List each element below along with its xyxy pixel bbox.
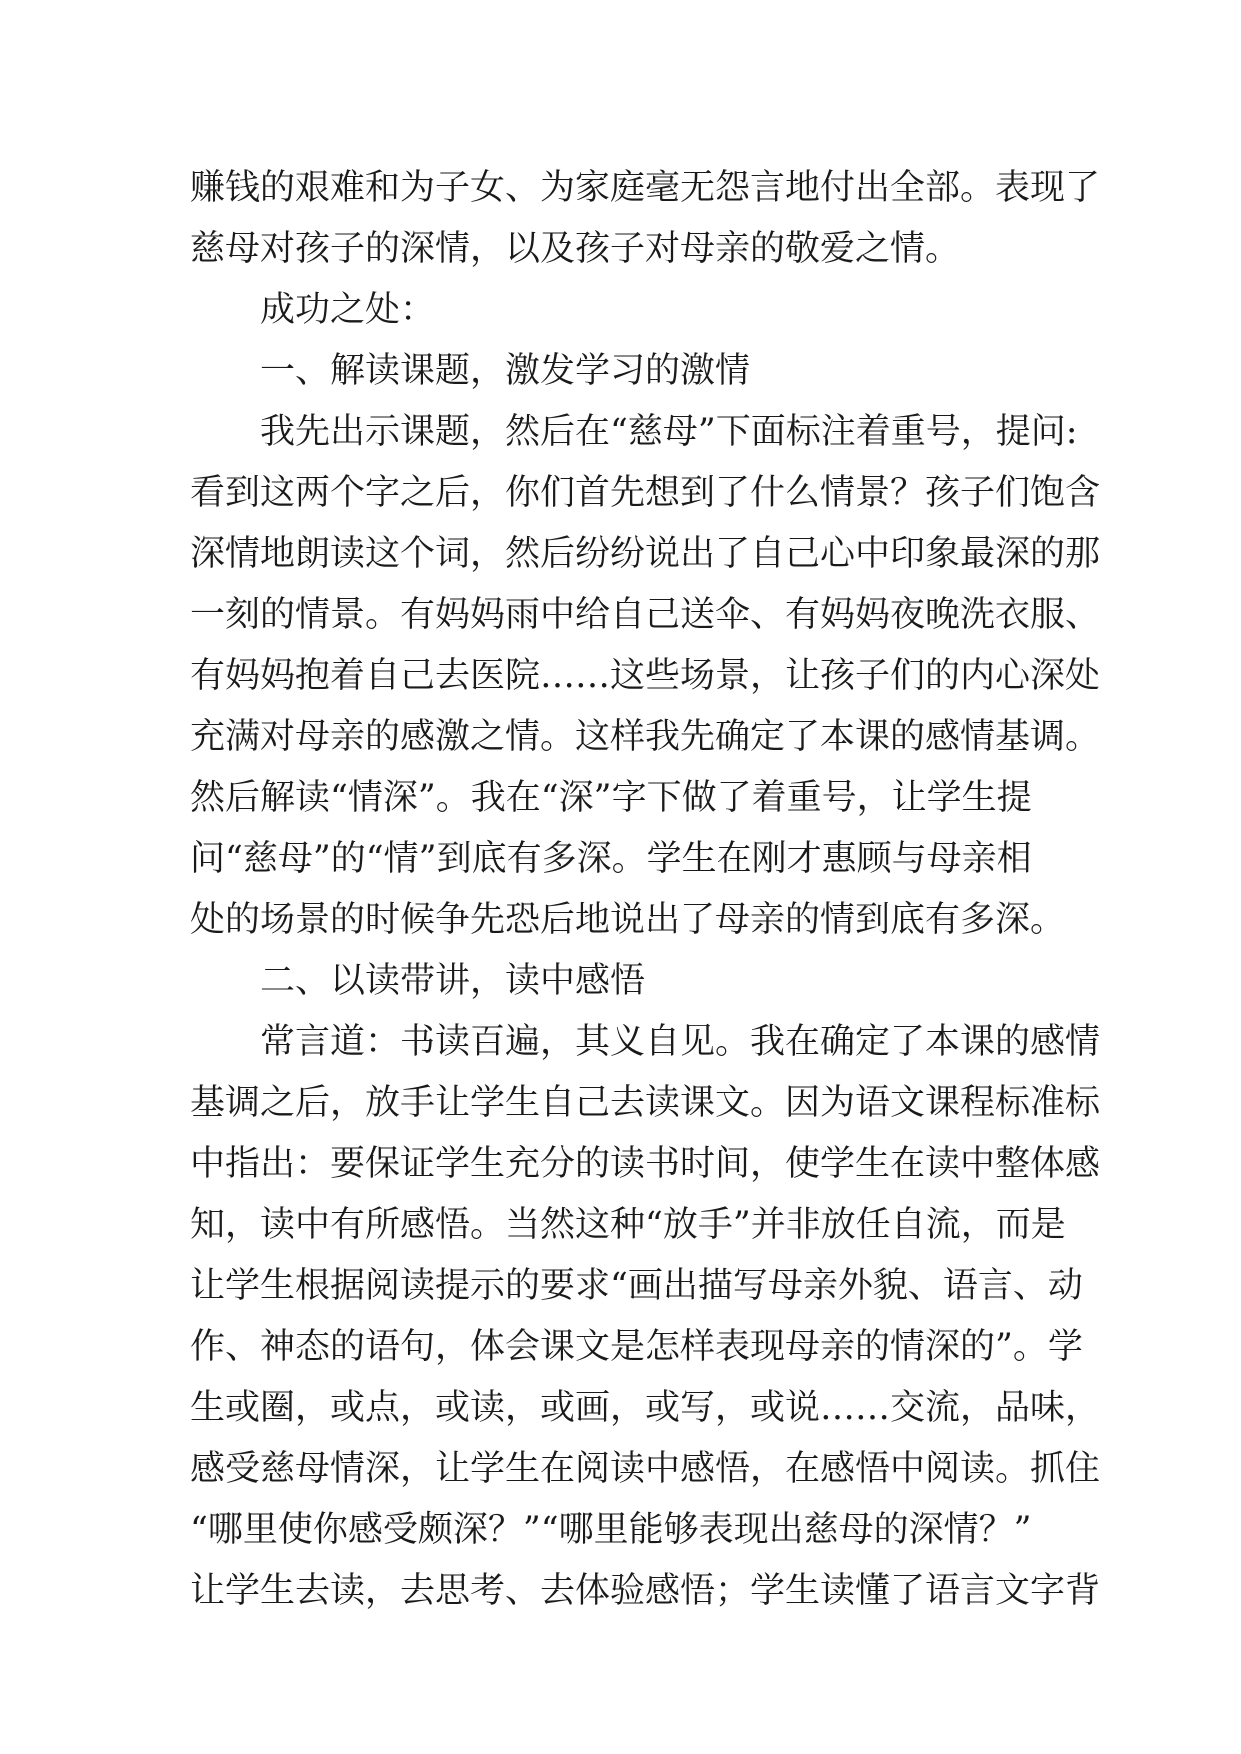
text-line: “哪里使你感受颇深？”“哪里能够表现出慈母的深情？” xyxy=(190,1510,1032,1550)
text-line: 让学生去读，去思考、去体验感悟；学生读懂了语言文字背 xyxy=(190,1571,1101,1611)
text-line: 基调之后，放手让学生自己去读课文。因为语文课程标准标 xyxy=(190,1083,1101,1123)
section-heading: 一、解读课题，激发学习的激情 xyxy=(260,351,751,391)
text-line: 看到这两个字之后，你们首先想到了什么情景？孩子们饱含 xyxy=(190,473,1101,513)
section-heading: 二、以读带讲，读中感悟 xyxy=(260,961,646,1001)
text-line: 然后解读“情深”。我在“深”字下做了着重号，让学生提 xyxy=(190,778,1032,818)
text-line: 知，读中有所感悟。当然这种“放手”并非放任自流，而是 xyxy=(190,1205,1066,1245)
text-line: 有妈妈抱着自己去医院……这些场景，让孩子们的内心深处 xyxy=(190,656,1101,696)
text-line: 让学生根据阅读提示的要求“画出描写母亲外貌、语言、动 xyxy=(190,1266,1083,1306)
text-line: 作、神态的语句，体会课文是怎样表现母亲的情深的”。学 xyxy=(190,1327,1083,1367)
text-line: 我先出示课题，然后在“慈母”下面标注着重号，提问: xyxy=(260,412,1078,452)
text-line: 成功之处： xyxy=(260,290,436,330)
text-line: 处的场景的时候争先恐后地说出了母亲的情到底有多深。 xyxy=(190,900,1066,940)
text-line: 深情地朗读这个词，然后纷纷说出了自己心中印象最深的那 xyxy=(190,534,1101,574)
text-line: 生或圈，或点，或读，或画，或写，或说……交流，品味， xyxy=(190,1388,1101,1428)
text-line: 一刻的情景。有妈妈雨中给自己送伞、有妈妈夜晚洗衣服、 xyxy=(190,595,1101,635)
text-line: 赚钱的艰难和为子女、为家庭毫无怨言地付出全部。表现了 xyxy=(190,168,1101,208)
text-line: 感受慈母情深，让学生在阅读中感悟，在感悟中阅读。抓住 xyxy=(190,1449,1101,1489)
text-line: 问“慈母”的“情”到底有多深。学生在刚才惠顾与母亲相 xyxy=(190,839,1032,879)
document-body xyxy=(190,158,1101,1622)
text-line: 中指出：要保证学生充分的读书时间，使学生在读中整体感 xyxy=(190,1144,1101,1184)
text-line: 慈母对孩子的深情，以及孩子对母亲的敬爱之情。 xyxy=(190,229,961,269)
text-line: 充满对母亲的感激之情。这样我先确定了本课的感情基调。 xyxy=(190,717,1101,757)
text-line: 常言道：书读百遍，其义自见。我在确定了本课的感情 xyxy=(260,1022,1101,1062)
